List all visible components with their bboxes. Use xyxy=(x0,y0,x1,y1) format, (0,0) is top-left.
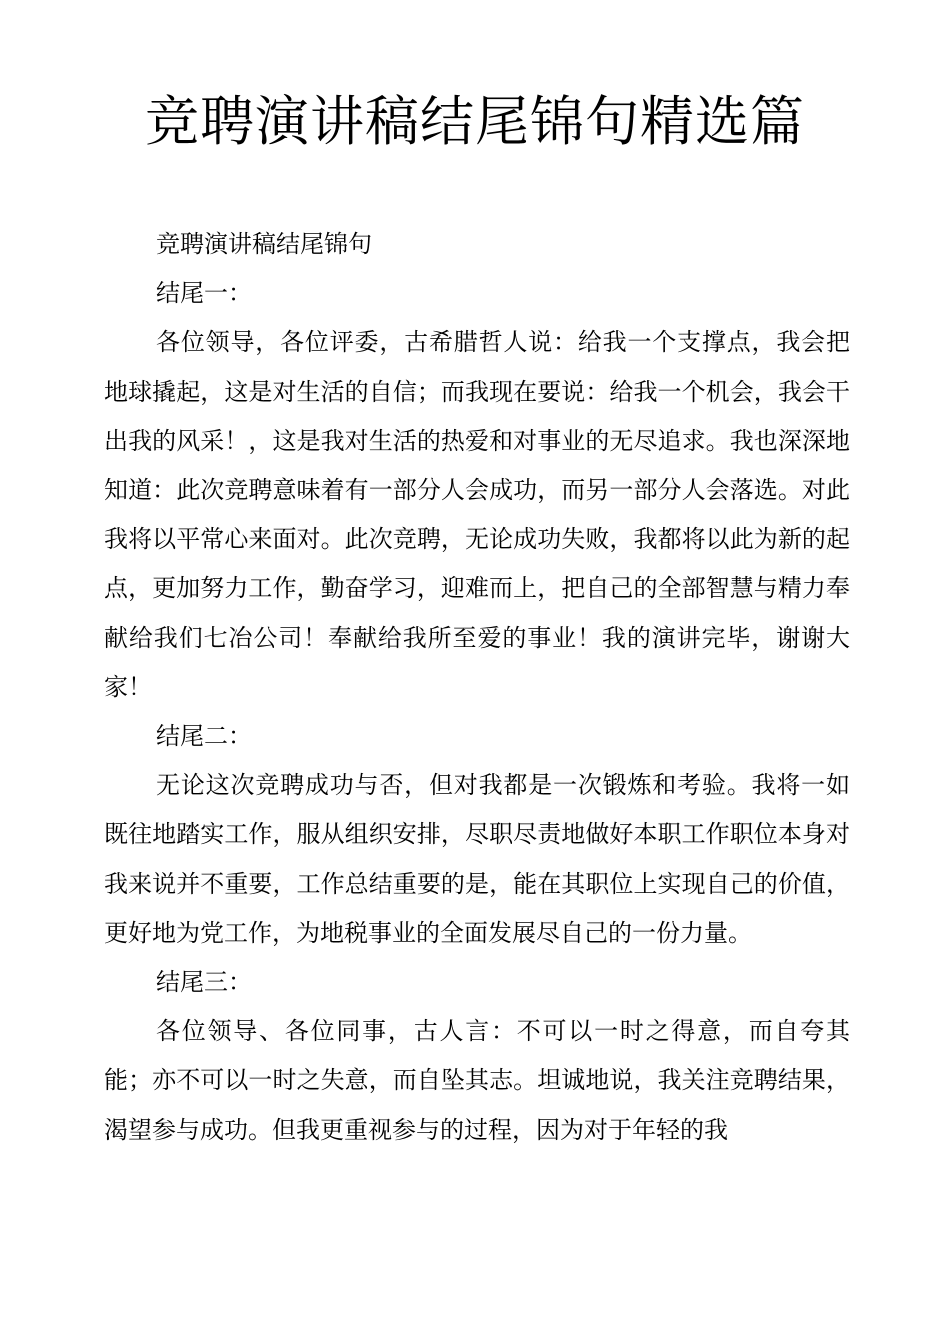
section-heading-ending-three: 结尾三： xyxy=(156,968,252,997)
body-paragraph-ending-two: 无论这次竞聘成功与否，但对我都是一次锻炼和考验。我将一如既往地踏实工作，服从组织安排，尽职尽责地做好本职工作职位本身对我来说并不重要，工作总结重要的是，能在其职位上实现自己的价值，更好地为党工作，为地税事业的全面发展尽自己的一份力量。 xyxy=(104,771,850,947)
section-heading-ending-two: 结尾二： xyxy=(156,722,252,751)
document-title: 竞聘演讲稿结尾锦句精选篇 xyxy=(145,90,805,153)
document-body xyxy=(104,220,850,1155)
body-paragraph-ending-one: 各位领导，各位评委，古希腊哲人说：给我一个支撑点，我会把地球撬起，这是对生活的自信；而我现在要说：给我一个机会，我会干出我的风采！，这是我对生活的热爱和对事业的无尽追求。我也深深地知道：此次竞聘意味着有一部分人会成功，而另一部分人会落选。对此我将以平常心来面对。此次竞聘，无论成功失败，我都将以此为新的起点，更加努力工作，勤奋学习，迎难而上，把自己的全部智慧与精力奉献给我们七冶公司！奉献给我所至爱的事业！我的演讲完毕，谢谢大家！ xyxy=(104,328,850,701)
subtitle-paragraph: 竞聘演讲稿结尾锦句 xyxy=(156,230,372,258)
section-heading-ending-one: 结尾一： xyxy=(156,279,252,308)
body-paragraph-ending-three: 各位领导、各位同事，古人言：不可以一时之得意，而自夸其能；亦不可以一时之失意，而自坠其志。坦诚地说，我关注竞聘结果，渴望参与成功。但我更重视参与的过程，因为对于年轻的我 xyxy=(104,1017,850,1144)
